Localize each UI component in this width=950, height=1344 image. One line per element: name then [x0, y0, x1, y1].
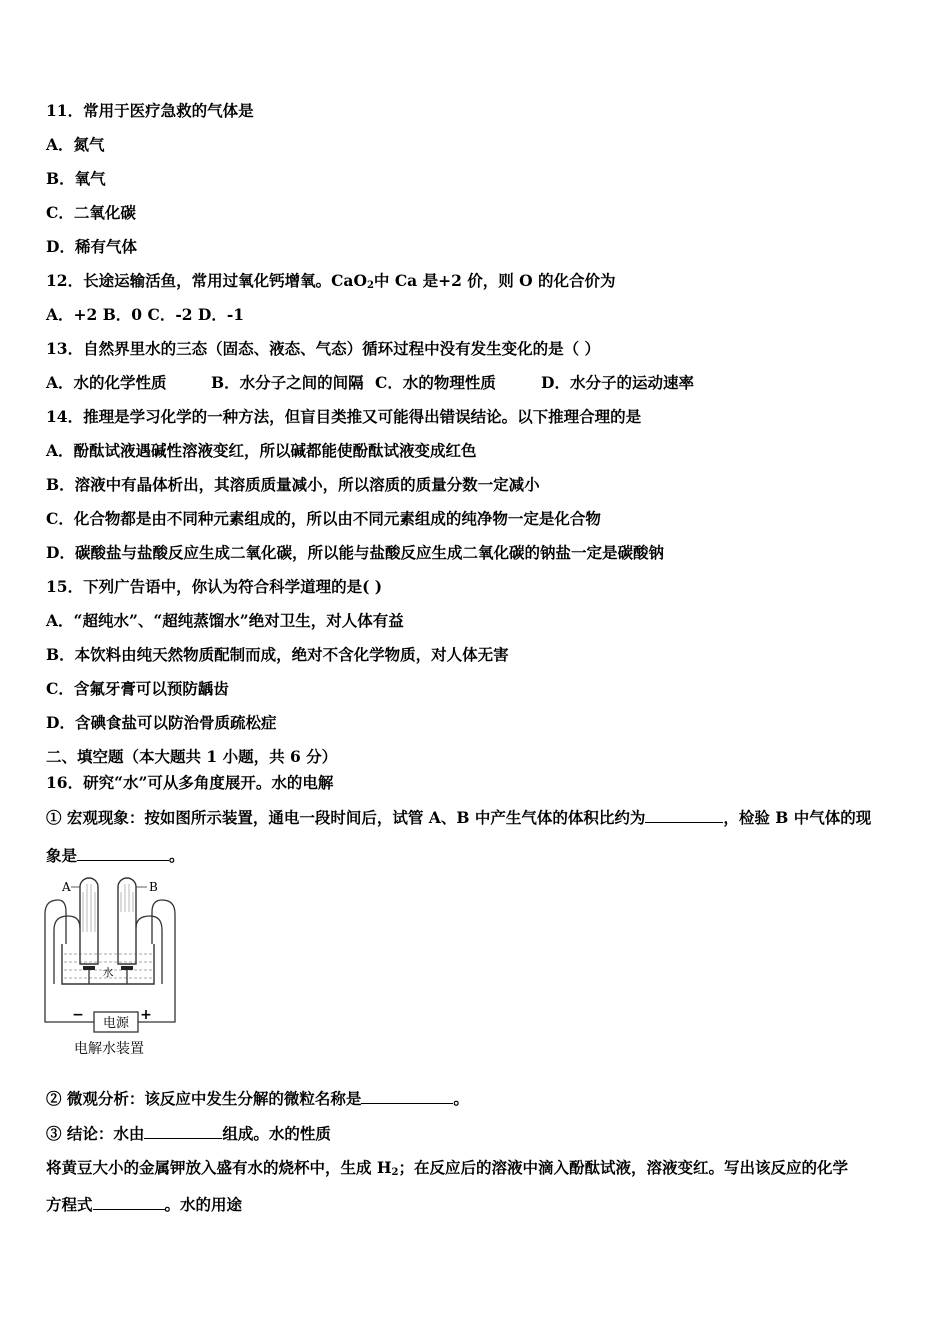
- answer-blank[interactable]: [77, 845, 169, 861]
- q11-option-c: C．二氧化碳: [46, 203, 136, 222]
- q15-option-b: B．本饮料由纯天然物质配制而成，绝对不含化学物质，对人体无害: [46, 645, 509, 664]
- q15-option-d: D．含碘食盐可以防治骨质疏松症: [46, 713, 277, 732]
- q16-part4: 将黄豆大小的金属钾放入盛有水的烧杯中，生成 $H_2$；在反应后的溶液中滴入酚酞试液，溶液变红。写出该反应的化学: [46, 1158, 849, 1178]
- answer-blank[interactable]: [144, 1123, 222, 1139]
- label-a: A: [62, 880, 71, 894]
- electrode-a: [83, 966, 95, 970]
- q12-options: A．+2 B．0 C．-2 D．-1: [46, 305, 245, 324]
- q14-option-a: A．酚酞试液遇碱性溶液变红，所以碱都能使酚酞试液变成红色: [46, 441, 477, 460]
- q16-part3: ③ 结论：水由 组成。水的性质: [46, 1124, 331, 1143]
- q11-option-a: A．氮气: [46, 135, 105, 154]
- answer-blank[interactable]: [361, 1088, 453, 1104]
- q13-option-d: D．水分子的运动速率: [541, 373, 694, 392]
- q11-option-d: D．稀有气体: [46, 237, 137, 256]
- q14-stem: 14．推理是学习化学的一种方法，但盲目类推又可能得出错误结论。以下推理合理的是: [46, 407, 642, 426]
- minus-sign: −: [72, 1007, 84, 1023]
- wire-right: [127, 916, 162, 984]
- plus-sign: +: [140, 1007, 152, 1023]
- label-b: B: [149, 880, 158, 894]
- q16-stem: 16．研究“水”可从多角度展开。水的电解: [46, 773, 334, 792]
- q16-part1: ① 宏观现象：按如图所示装置，通电一段时间后，试管 A、B 中产生气体的体积比约为 ，检验 B 中气体的现: [46, 808, 872, 827]
- q12-stem: 12．长途运输活鱼，常用过氧化钙增氧。CaO$_2$中 Ca 是+2 价，则 O 的化合价为: [46, 271, 616, 291]
- q14-option-d: D．碳酸盐与盐酸反应生成二氧化碳，所以能与盐酸反应生成二氧化碳的钠盐一定是碳酸钠: [46, 543, 664, 562]
- electrode-b: [121, 966, 133, 970]
- q15-option-a: A．“超纯水”、“超纯蒸馏水”绝对卫生，对人体有益: [46, 611, 404, 630]
- test-tube-b: [118, 878, 136, 964]
- q16-part5: 方程式 。水的用途: [46, 1195, 243, 1214]
- q14-option-b: B．溶液中有晶体析出，其溶质质量减小，所以溶质的质量分数一定减小: [46, 475, 540, 494]
- figure-caption: 电解水装置: [74, 1041, 144, 1057]
- power-label: 电源: [102, 1016, 130, 1031]
- q14-option-c: C．化合物都是由不同种元素组成的，所以由不同元素组成的纯净物一定是化合物: [46, 509, 601, 528]
- q13-option-b: B．水分子之间的间隔: [211, 373, 364, 392]
- q11-stem: 11．常用于医疗急救的气体是: [46, 101, 254, 120]
- q15-option-c: C．含氟牙膏可以预防龋齿: [46, 679, 229, 698]
- section-heading: 二、填空题（本大题共 1 小题，共 6 分）: [46, 747, 338, 766]
- q13-option-a: A．水的化学性质: [46, 373, 167, 392]
- answer-blank[interactable]: [645, 807, 723, 823]
- q13-option-c: C．水的物理性质: [375, 373, 496, 392]
- answer-blank[interactable]: [93, 1194, 165, 1210]
- water-label: 水: [102, 966, 114, 979]
- electrolysis-apparatus-figure: [40, 872, 190, 1062]
- q16-part2: ② 微观分析：该反应中发生分解的微粒名称是 。: [46, 1089, 469, 1108]
- gas-shading: [83, 884, 133, 932]
- q11-option-b: B．氧气: [46, 169, 106, 188]
- test-tube-a: [80, 878, 98, 964]
- q13-stem: 13．自然界里水的三态（固态、液态、气态）循环过程中没有发生变化的是（ ）: [46, 339, 600, 358]
- wire-left: [54, 916, 89, 984]
- q16-part1-cont: 象是 。: [46, 846, 185, 865]
- q15-stem: 15．下列广告语中，你认为符合科学道理的是( ): [46, 577, 383, 596]
